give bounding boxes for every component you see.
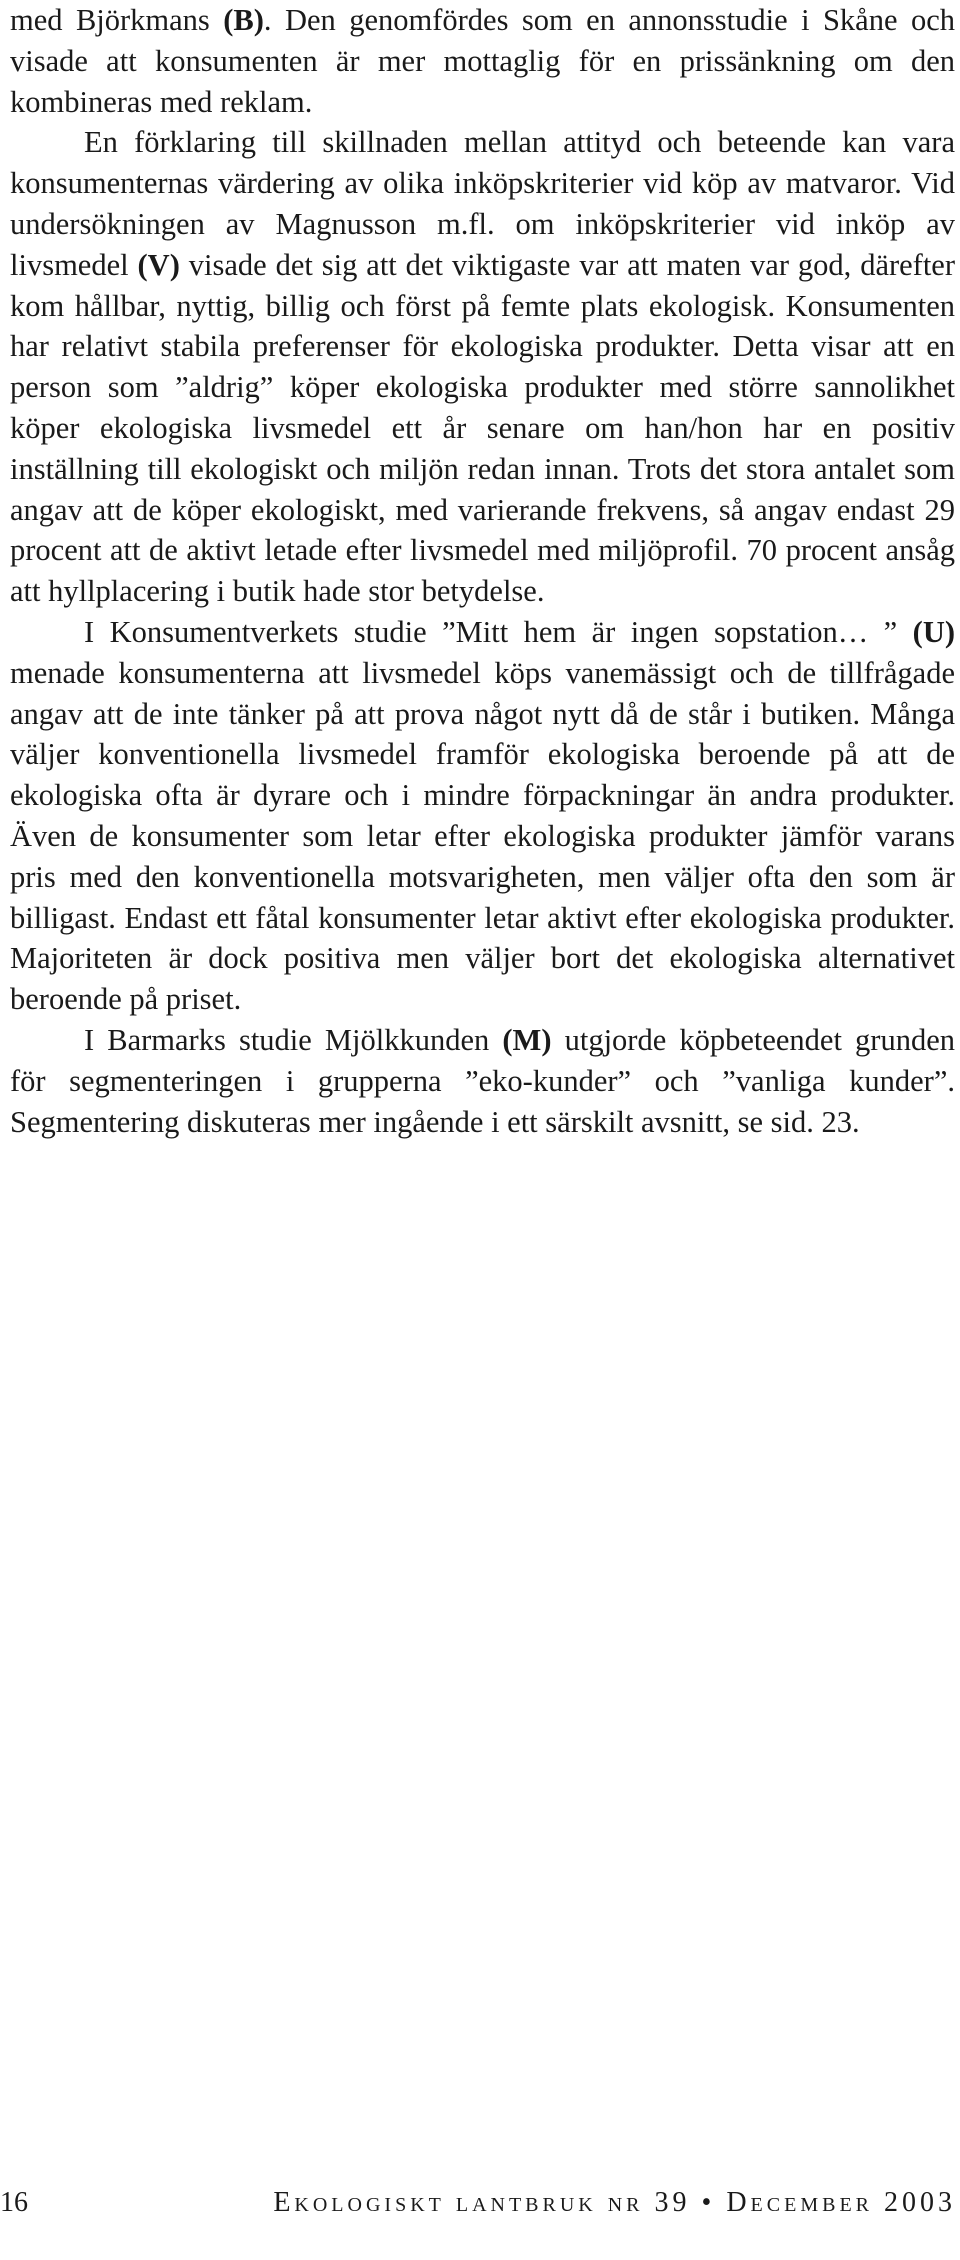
source-marker-u: (U)	[912, 614, 955, 649]
source-marker-m: (M)	[502, 1022, 552, 1057]
page-number: 16	[0, 2187, 28, 2218]
text-span: menade konsumenterna att livsmedel köps vanemässigt och de tillfrågade angav att de inte tänker på att prova något nytt då de står i butiken. Många väljer konventionella livsmedel framför ekologiska beroende på att de ekologiska ofta är dyrare och i mindre förpackningar än andra produkter. Även de konsumenter som letar efter ekologiska produkter jämför varans pris med den konventionella motsvarigheten, men väljer ofta den som är billigast. Endast ett fåtal konsumenter letar aktivt efter ekologiska produkter. Majoriteten är dock positiva men väljer bort det ekologiska alternativet beroende på priset.	[10, 655, 955, 1017]
paragraph	[10, 0, 955, 122]
page-footer	[0, 2183, 960, 2223]
source-marker-v: (V)	[137, 247, 180, 282]
text-span: med Björkmans	[10, 3, 224, 37]
text-span: I Konsumentverkets studie ”Mitt hem är ingen sopstation… ”	[84, 614, 913, 649]
paragraph	[10, 1020, 955, 1142]
text-span: visade det sig att det viktigaste var att maten var god, därefter kom hållbar, nyttig, billig och först på femte plats ekologisk. Konsumenten har relativt stabila preferenser för ekologiska produkter. Detta visar att en person som ”aldrig” köper ekologiska produkter med större sannolikhet köper ekologiska livsmedel ett år senare om han/hon har en positiv inställning till ekologiskt och miljön redan innan. Trots det stora antalet som angav att de köper ekologiskt, med varierande frekvens, så angav endast 29 procent att de aktivt letade efter livsmedel med miljöprofil. 70 procent ansåg att hyllplacering i butik hade stor betydelse.	[10, 247, 956, 609]
paragraph	[10, 122, 955, 612]
text-span: I Barmarks studie Mjölkkunden	[84, 1022, 503, 1057]
text-span: utgjorde köpbeteendet grunden för segmenteringen i grupperna ”eko-kunder” och ”vanliga kunder”. Segmentering diskuteras mer ingående i ett särskilt avsnitt, se sid. 23.	[10, 1022, 955, 1139]
text-span: . Den genomfördes som en annonsstudie i Skåne och visade att konsumenten är mer mottaglig för en prissänkning om den kombineras med reklam.	[10, 3, 955, 119]
text-span: En förklaring till skillnaden mellan attityd och beteende kan vara konsumenternas värdering av olika inköpskriterier vid köp av matvaror. Vid undersökningen av Magnusson m.fl. om inköpskriterier vid inköp av livsmedel	[10, 125, 955, 282]
body-text	[10, 0, 955, 1142]
running-title: Ekologiskt lantbruk nr 39 • December 2003	[273, 2187, 956, 2218]
source-marker-b: (B)	[223, 3, 264, 37]
paragraph	[10, 612, 955, 1020]
